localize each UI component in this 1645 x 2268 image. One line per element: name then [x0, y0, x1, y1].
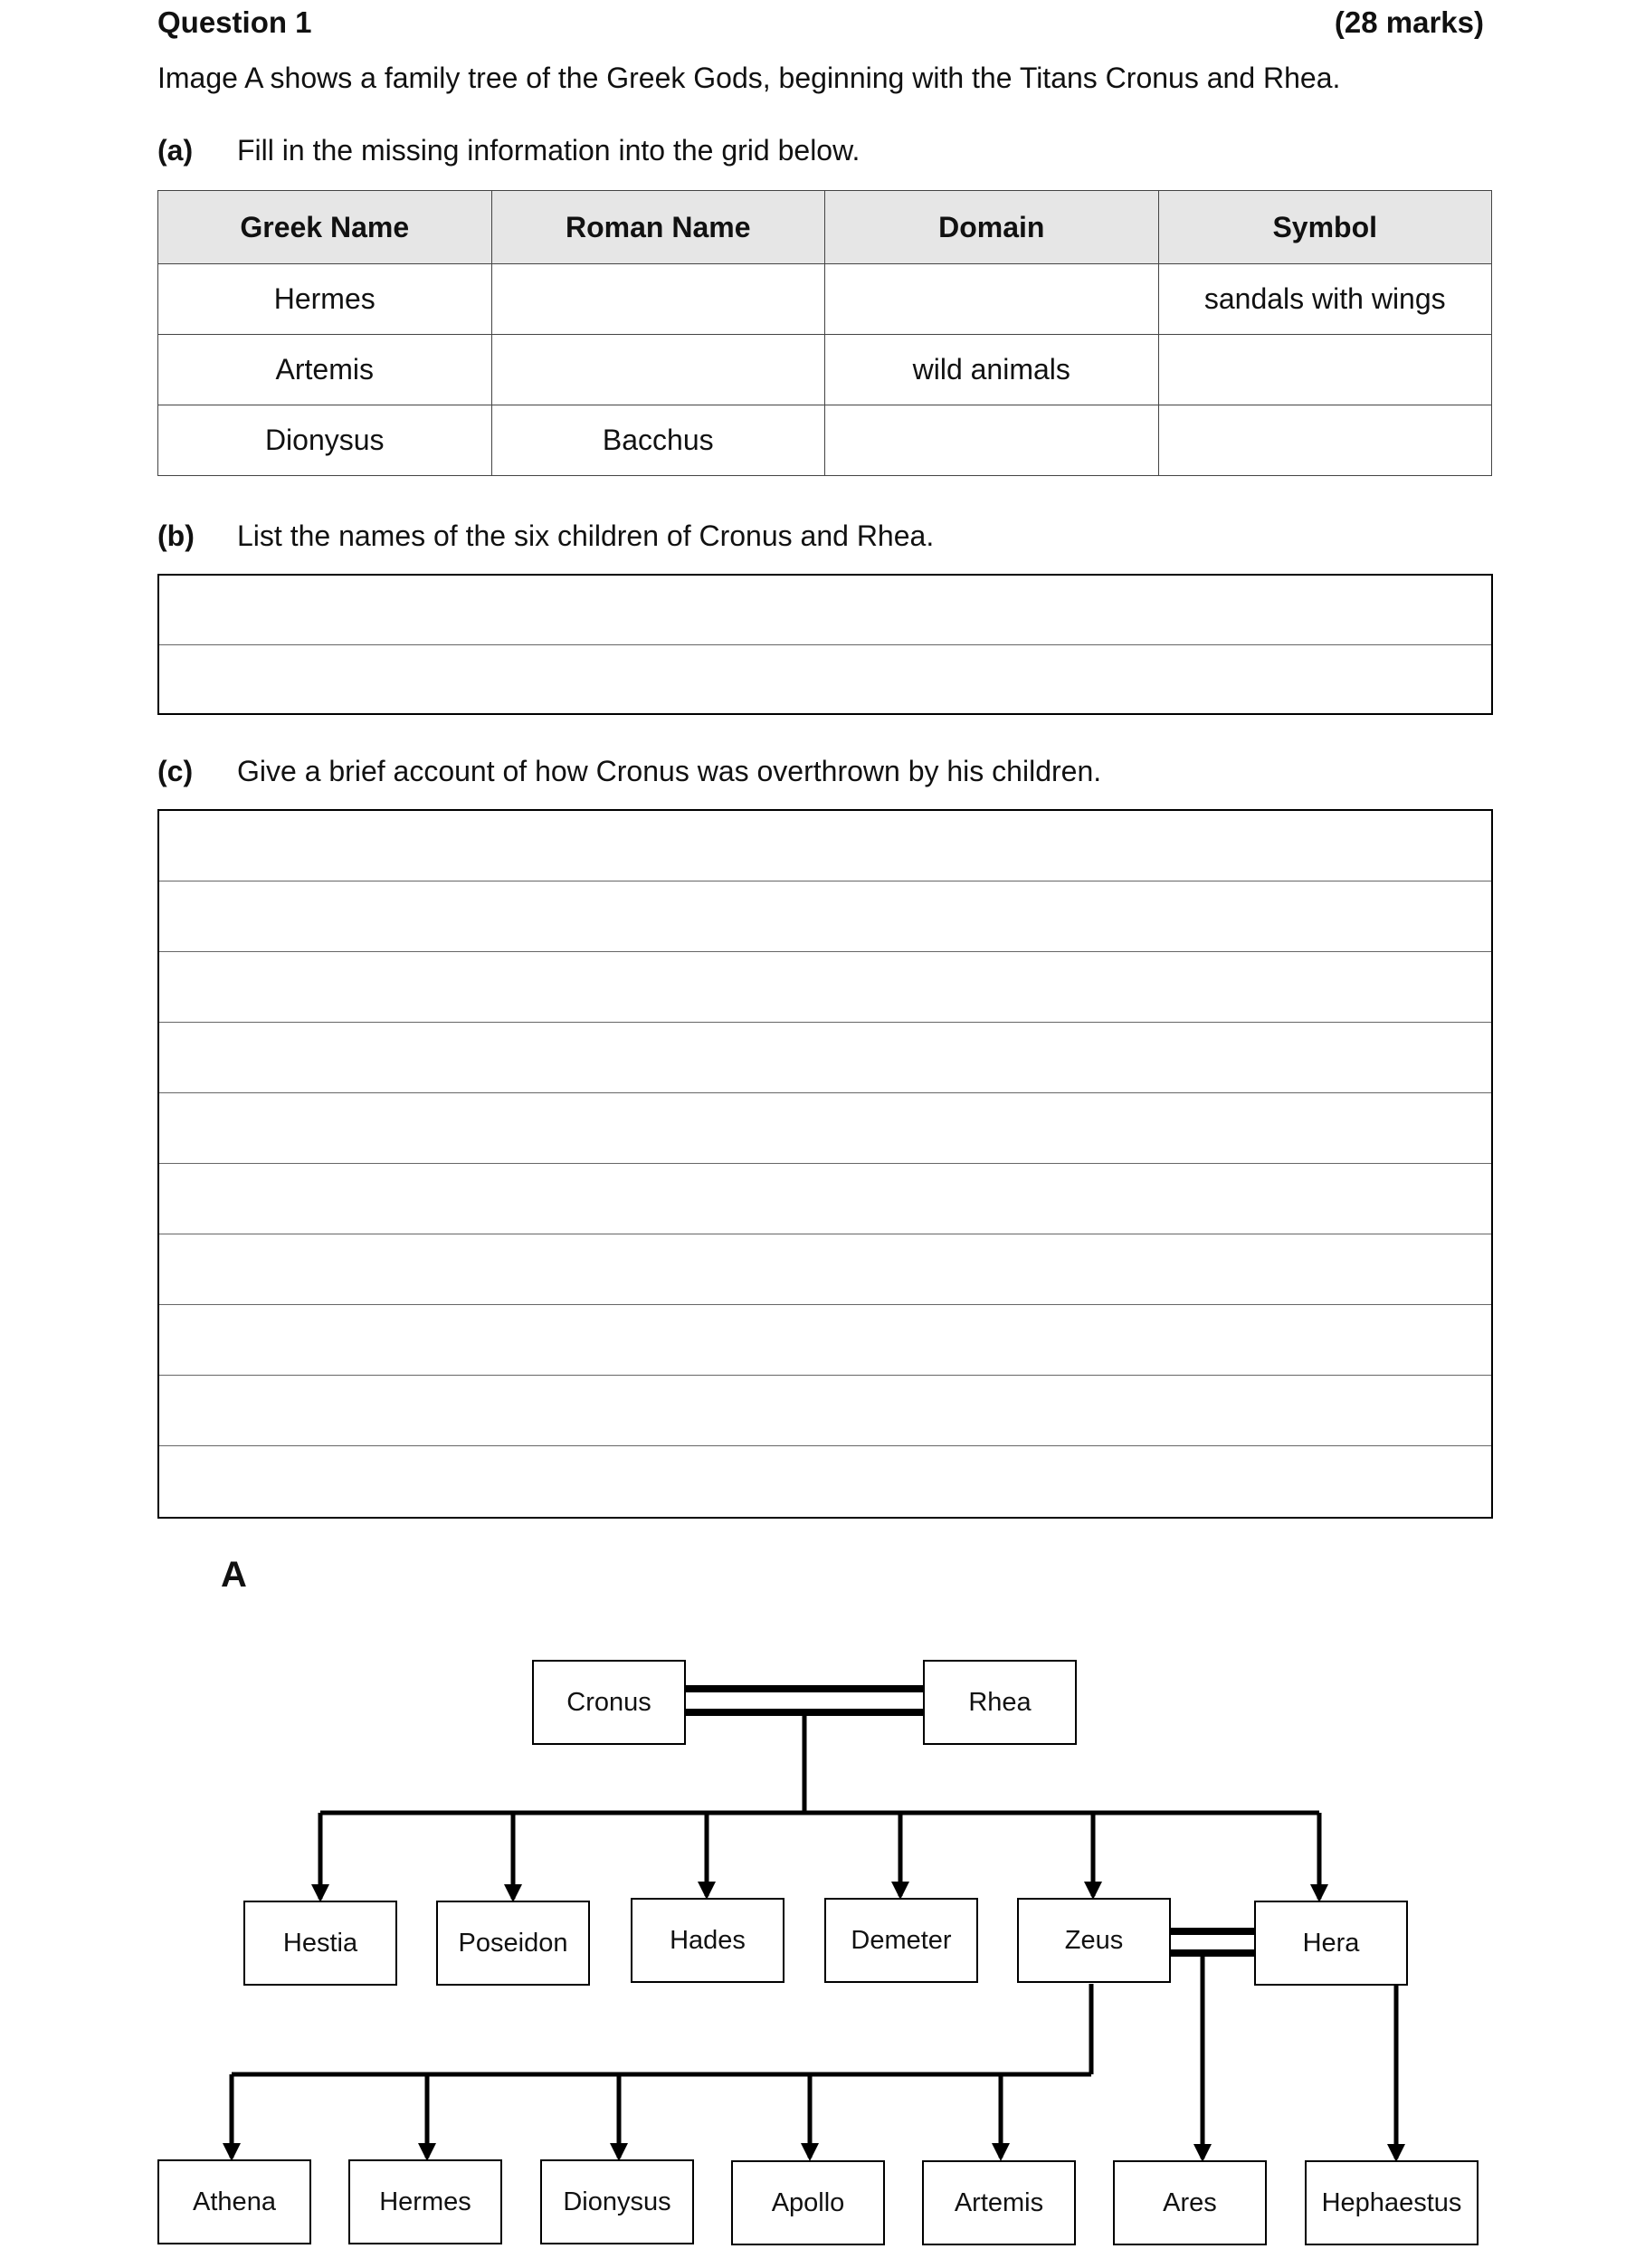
- grid-cell-domain: wild animals: [825, 335, 1159, 405]
- tree-node-dionysus: Dionysus: [540, 2159, 694, 2244]
- grid-cell-greek-name: Hermes: [158, 264, 492, 335]
- grid-header-symbol: Symbol: [1158, 191, 1492, 264]
- grid-cell-symbol: sandals with wings: [1158, 264, 1492, 335]
- tree-node-hephaestus: Hephaestus: [1305, 2160, 1479, 2245]
- question-intro: Image A shows a family tree of the Greek Gods, beginning with the Titans Cronus and Rhea.: [157, 62, 1341, 94]
- tree-node-cronus: Cronus: [532, 1660, 686, 1745]
- tree-node-athena: Athena: [157, 2159, 311, 2244]
- tree-node-poseidon: Poseidon: [436, 1901, 590, 1986]
- grid-cell-roman-name: Bacchus: [491, 405, 825, 476]
- tree-node-demeter: Demeter: [824, 1898, 978, 1983]
- tree-node-hera: Hera: [1254, 1901, 1408, 1986]
- part-b-instruction: List the names of the six children of Cronus and Rhea.: [237, 519, 935, 552]
- tree-node-hermes: Hermes: [348, 2159, 502, 2244]
- part-c-instruction: Give a brief account of how Cronus was overthrown by his children.: [237, 755, 1102, 787]
- tree-node-zeus: Zeus: [1017, 1898, 1171, 1983]
- question-title: Question 1: [157, 5, 312, 39]
- part-a-instruction: Fill in the missing information into the grid below.: [237, 134, 861, 167]
- grid-cell-greek-name: Artemis: [158, 335, 492, 405]
- figure-label: A: [221, 1555, 247, 1595]
- tree-node-artemis: Artemis: [922, 2160, 1076, 2245]
- tree-node-hades: Hades: [631, 1898, 784, 1983]
- grid-header-roman-name: Roman Name: [491, 191, 825, 264]
- grid-header-greek-name: Greek Name: [158, 191, 492, 264]
- tree-node-apollo: Apollo: [731, 2160, 885, 2245]
- part-c-label: (c): [157, 755, 194, 787]
- part-a-label: (a): [157, 134, 194, 167]
- tree-node-rhea: Rhea: [923, 1660, 1077, 1745]
- part-b-label: (b): [157, 519, 195, 552]
- tree-node-hestia: Hestia: [243, 1901, 397, 1986]
- question-marks: (28 marks): [1334, 5, 1484, 39]
- grid-cell-greek-name: Dionysus: [158, 405, 492, 476]
- grid-header-domain: Domain: [825, 191, 1159, 264]
- tree-node-ares: Ares: [1113, 2160, 1267, 2245]
